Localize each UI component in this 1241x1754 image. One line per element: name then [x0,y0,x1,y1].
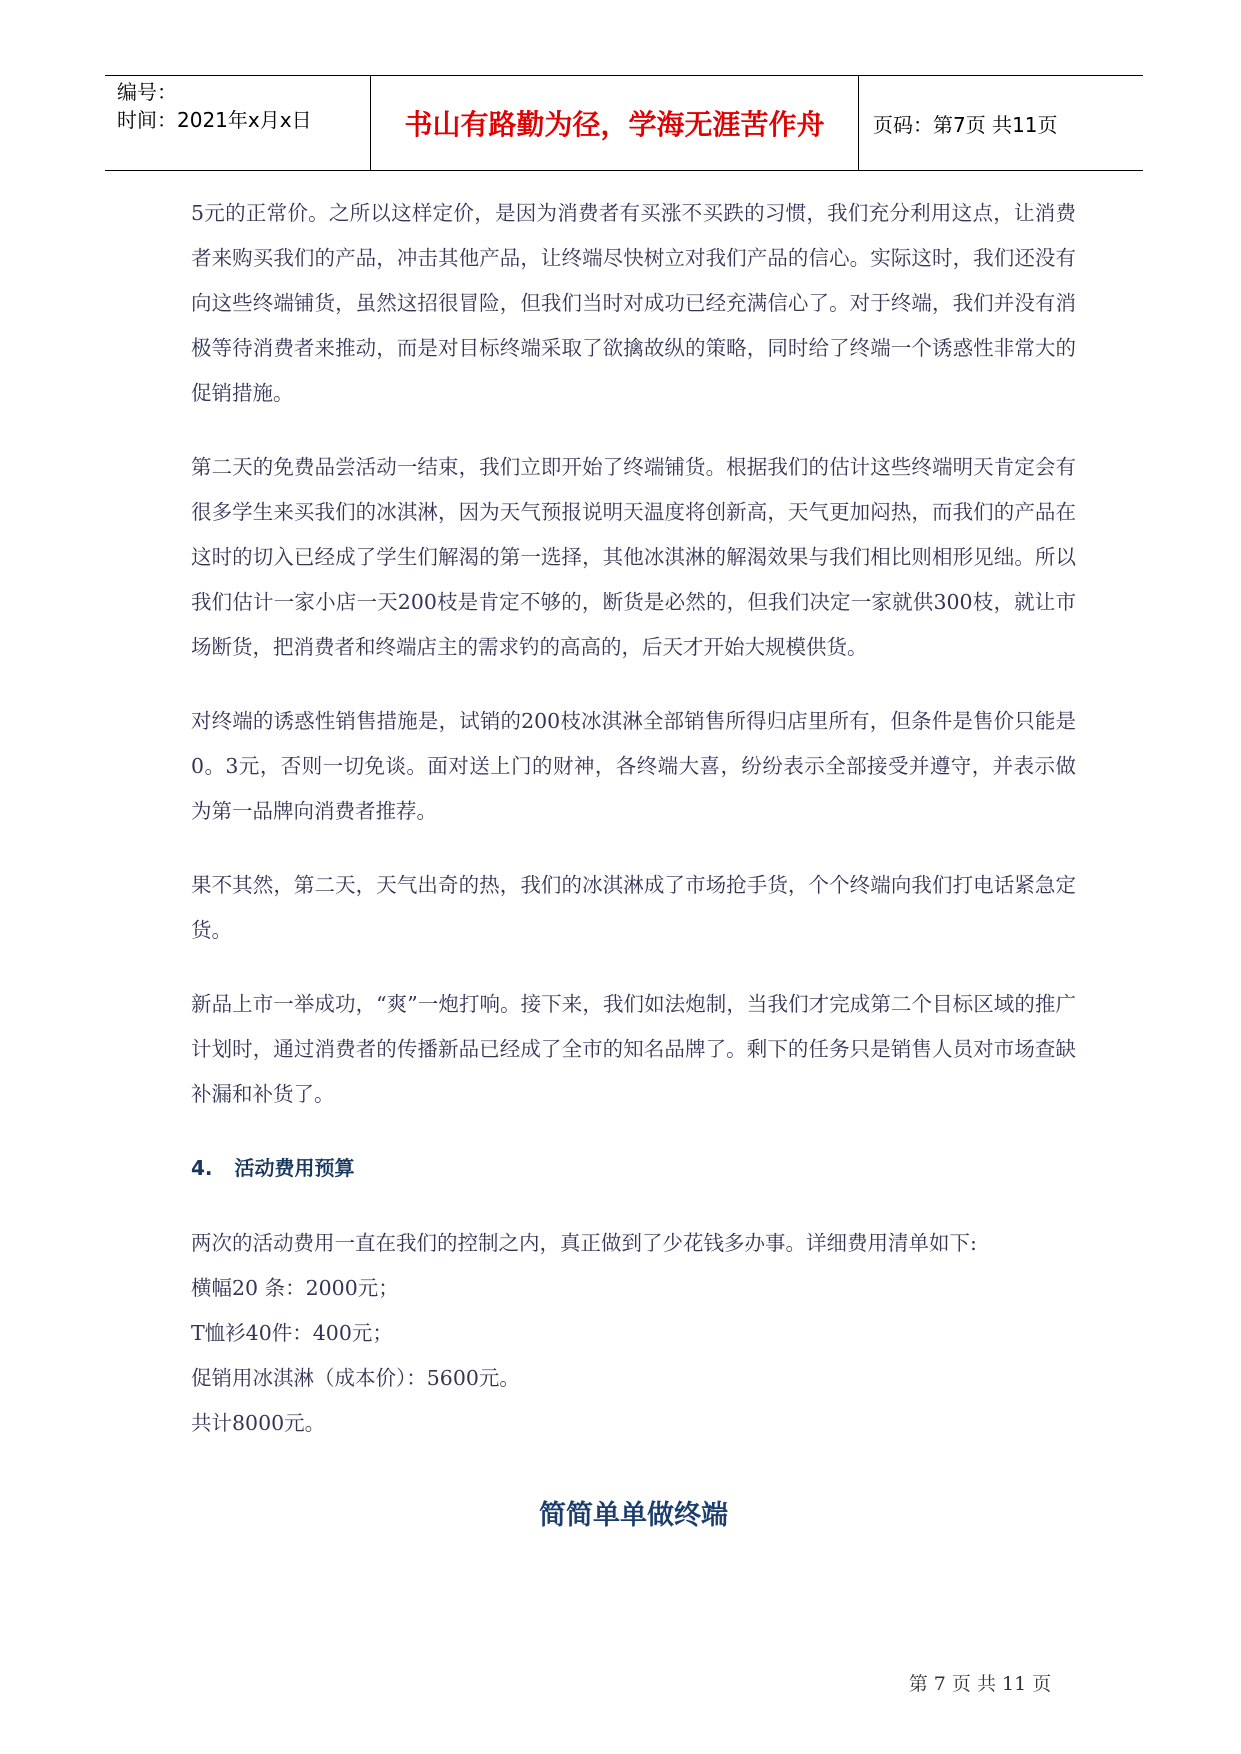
header-motto: 书山有路勤为径，学海无涯苦作舟 [404,108,825,141]
budget-list [191,1221,1076,1446]
body-paragraph: 新品上市一举成功，“爽”一炮打响。接下来，我们如法炮制，当我们才完成第二个目标区域的推广计划时，通过消费者的传播新品已经成了全市的知名品牌了。剩下的任务只是销售人员对市场查缺补漏和补货了。 [191,992,1076,1106]
body-paragraph: 对终端的诱惑性销售措施是，试销的200枝冰淇淋全部销售所得归店里所有，但条件是售价只能是0。3元，否则一切免谈。面对送上门的财神，各终端大喜，纷纷表示全部接受并遵守，并表示做为第一品牌向消费者推荐。 [191,709,1076,823]
budget-line: T恤衫40件：400元； [191,1321,393,1345]
budget-line: 两次的活动费用一直在我们的控制之内，真正做到了少花钱多办事。详细费用清单如下: [191,1231,977,1255]
section-heading [191,1146,1076,1191]
header-divider [858,76,859,170]
section-title: 活动费用预算 [234,1156,355,1180]
header-time-label: 时间：2021年x月x日 [117,108,312,132]
header-page-label: 页码：第7页 共11页 [873,112,1058,137]
article-title: 简简单单做终端 [539,1500,728,1531]
page-header [105,75,1143,171]
header-number-label: 编号： [117,80,177,104]
page-footer: 第 7 页 共 11 页 [908,1673,1052,1695]
budget-line: 共计8000元。 [191,1411,326,1435]
document-body [191,191,1076,1536]
budget-line: 横幅20 条：2000元； [191,1276,399,1300]
body-paragraph: 第二天的免费品尝活动一结束，我们立即开始了终端铺货。根据我们的估计这些终端明天肯定会有很多学生来买我们的冰淇淋，因为天气预报说明天温度将创新高，天气更加闷热，而我们的产品在这时的切入已经成了学生们解渴的第一选择，其他冰淇淋的解渴效果与我们相比则相形见绌。所以我们估计一家小店一天200枝是肯定不够的，断货是必然的，但我们决定一家就供300枝，就让市场断货，把消费者和终端店主的需求钓的高高的，后天才开始大规模供货。 [191,455,1076,659]
section-number: 4. [191,1156,213,1180]
header-meta [117,78,367,134]
budget-line: 促销用冰淇淋（成本价）：5600元。 [191,1366,520,1390]
body-paragraph: 5元的正常价。之所以这样定价，是因为消费者有买涨不买跌的习惯，我们充分利用这点，让消费者来购买我们的产品，冲击其他产品，让终端尽快树立对我们产品的信心。实际这时，我们还没有向这些终端铺货，虽然这招很冒险，但我们当时对成功已经充满信心了。对于终端，我们并没有消极等待消费者来推动，而是对目标终端采取了欲擒故纵的策略，同时给了终端一个诱惑性非常大的促销措施。 [191,201,1076,405]
body-paragraph: 果不其然，第二天，天气出奇的热，我们的冰淇淋成了市场抢手货，个个终端向我们打电话紧急定货。 [191,873,1076,942]
